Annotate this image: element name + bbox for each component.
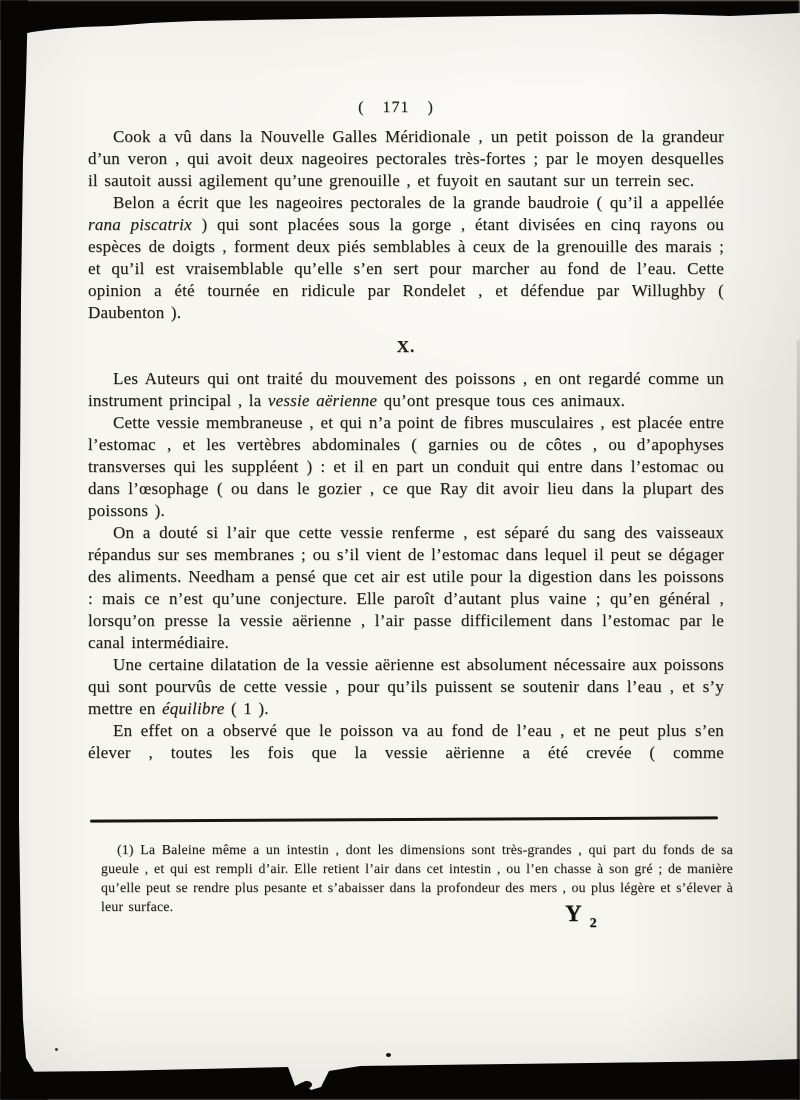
paragraph-vessie-membraneuse	[88, 412, 724, 522]
text-segment: On a douté si l’air que cette vessie renferme , est séparé du sang des vaisseaux répandus sur ses membranes ; ou s’il vient de l’estomac dans lequel il peut se dégager des aliments. Needham a pensé que cet air est utile pour la digestion dans les poissons : mais ce n’est qu’une conjecture. Elle paroît d’autant plus vaine ; qu’en général , lorsqu’on presse la vessie aërienne , l’air passe difficilement dans l’estomac par le canal intermédiaire.	[88, 523, 724, 652]
paragraph-belon	[88, 192, 724, 324]
text-segment: Belon a écrit que les nageoires pectorales de la grande baudroie ( qu’il a appellée	[113, 193, 724, 212]
body-text	[88, 126, 724, 764]
text-segment: En effet on a observé que le poisson va au fond de l’eau , et ne peut plus s’en élever , toutes les fois que la vessie aërienne a été crevée ( comme	[88, 721, 724, 762]
text-segment: Cette vessie membraneuse , et qui n’a point de fibres musculaires , est placée entre l’estomac , et les vertèbres abdominales ( garnies ou de côtes , ou d’apophyses transverses qui les suppléent ) : et il en part un conduit qui entre dans l’estomac ou dans l’œsophage ( ou dans le gozier , ce que Ray dit avoir lieu dans la plupart des poissons ).	[88, 413, 724, 520]
text-segment: Cook a vû dans la Nouvelle Galles Méridionale , un petit poisson de la grandeur d’un veron , qui avoit deux nageoires pectorales très-fortes ; par le moyen desquelles il sautoit aussi agilement qu’une grenouille , et fuyoit en sautant sur un terrein sec.	[88, 127, 724, 190]
paragraph-auteurs	[88, 368, 724, 412]
ink-speck	[303, 1081, 312, 1088]
ink-speck	[319, 1087, 325, 1092]
text-segment: Une certaine dilatation de la vessie aërienne est absolument nécessaire aux poissons qui sont pourvûs de cette vessie , pour qu’ils puissent se soutenir dans l’eau , et s’y mettre en	[88, 655, 724, 718]
paragraph-dilatation	[88, 654, 724, 720]
signature-letter: Y	[565, 901, 582, 926]
paragraph-on-a-doute	[88, 522, 724, 654]
ink-speck	[55, 1048, 58, 1051]
paragraph-en-effet	[88, 720, 724, 764]
ink-speck	[386, 1053, 391, 1057]
footnote	[101, 840, 733, 916]
page-number: ( 171 )	[358, 99, 434, 116]
latin-term-italic: rana piscatrix	[88, 215, 192, 234]
key-term-italic: vessie aërienne	[267, 391, 378, 410]
text-segment: ) qui sont placées sous la gorge , étant divisées en cinq rayons ou espèces de doigts , forment deux piés semblables à ceux de la grenouille des marais ; et qu’il est vraisemblable qu’elle s’en sert pour marcher au fond de l’eau. Cette opinion a été tournée en ridicule par Rondelet , et défendue par Willughby ( Daubenton ).	[88, 215, 724, 322]
paragraph-cook	[88, 126, 724, 192]
text-segment: Les Auteurs qui ont traité du mouvement des poissons , en ont regardé comme un instrument principal , la	[88, 369, 724, 410]
footnote-text: (1) La Baleine même a un intestin , dont les dimensions sont très-grandes , qui part du fonds de sa gueule , et qui est rempli d’air. Elle retient l’air dans cet intestin , ou l’en chasse à son gré ; de manière qu’elle peut se rendre plus pesante et s’abaisser dans la profondeur des mers , ou plus légère et s’élever à leur surface.	[101, 842, 733, 914]
signature-mark	[565, 901, 597, 932]
text-segment: qu’ont presque tous ces animaux.	[377, 391, 626, 410]
equilibre-italic: équilibre	[161, 699, 225, 718]
section-heading: X.	[396, 337, 416, 356]
signature-number: 2	[589, 916, 597, 931]
text-segment: ( 1 ).	[224, 699, 269, 718]
